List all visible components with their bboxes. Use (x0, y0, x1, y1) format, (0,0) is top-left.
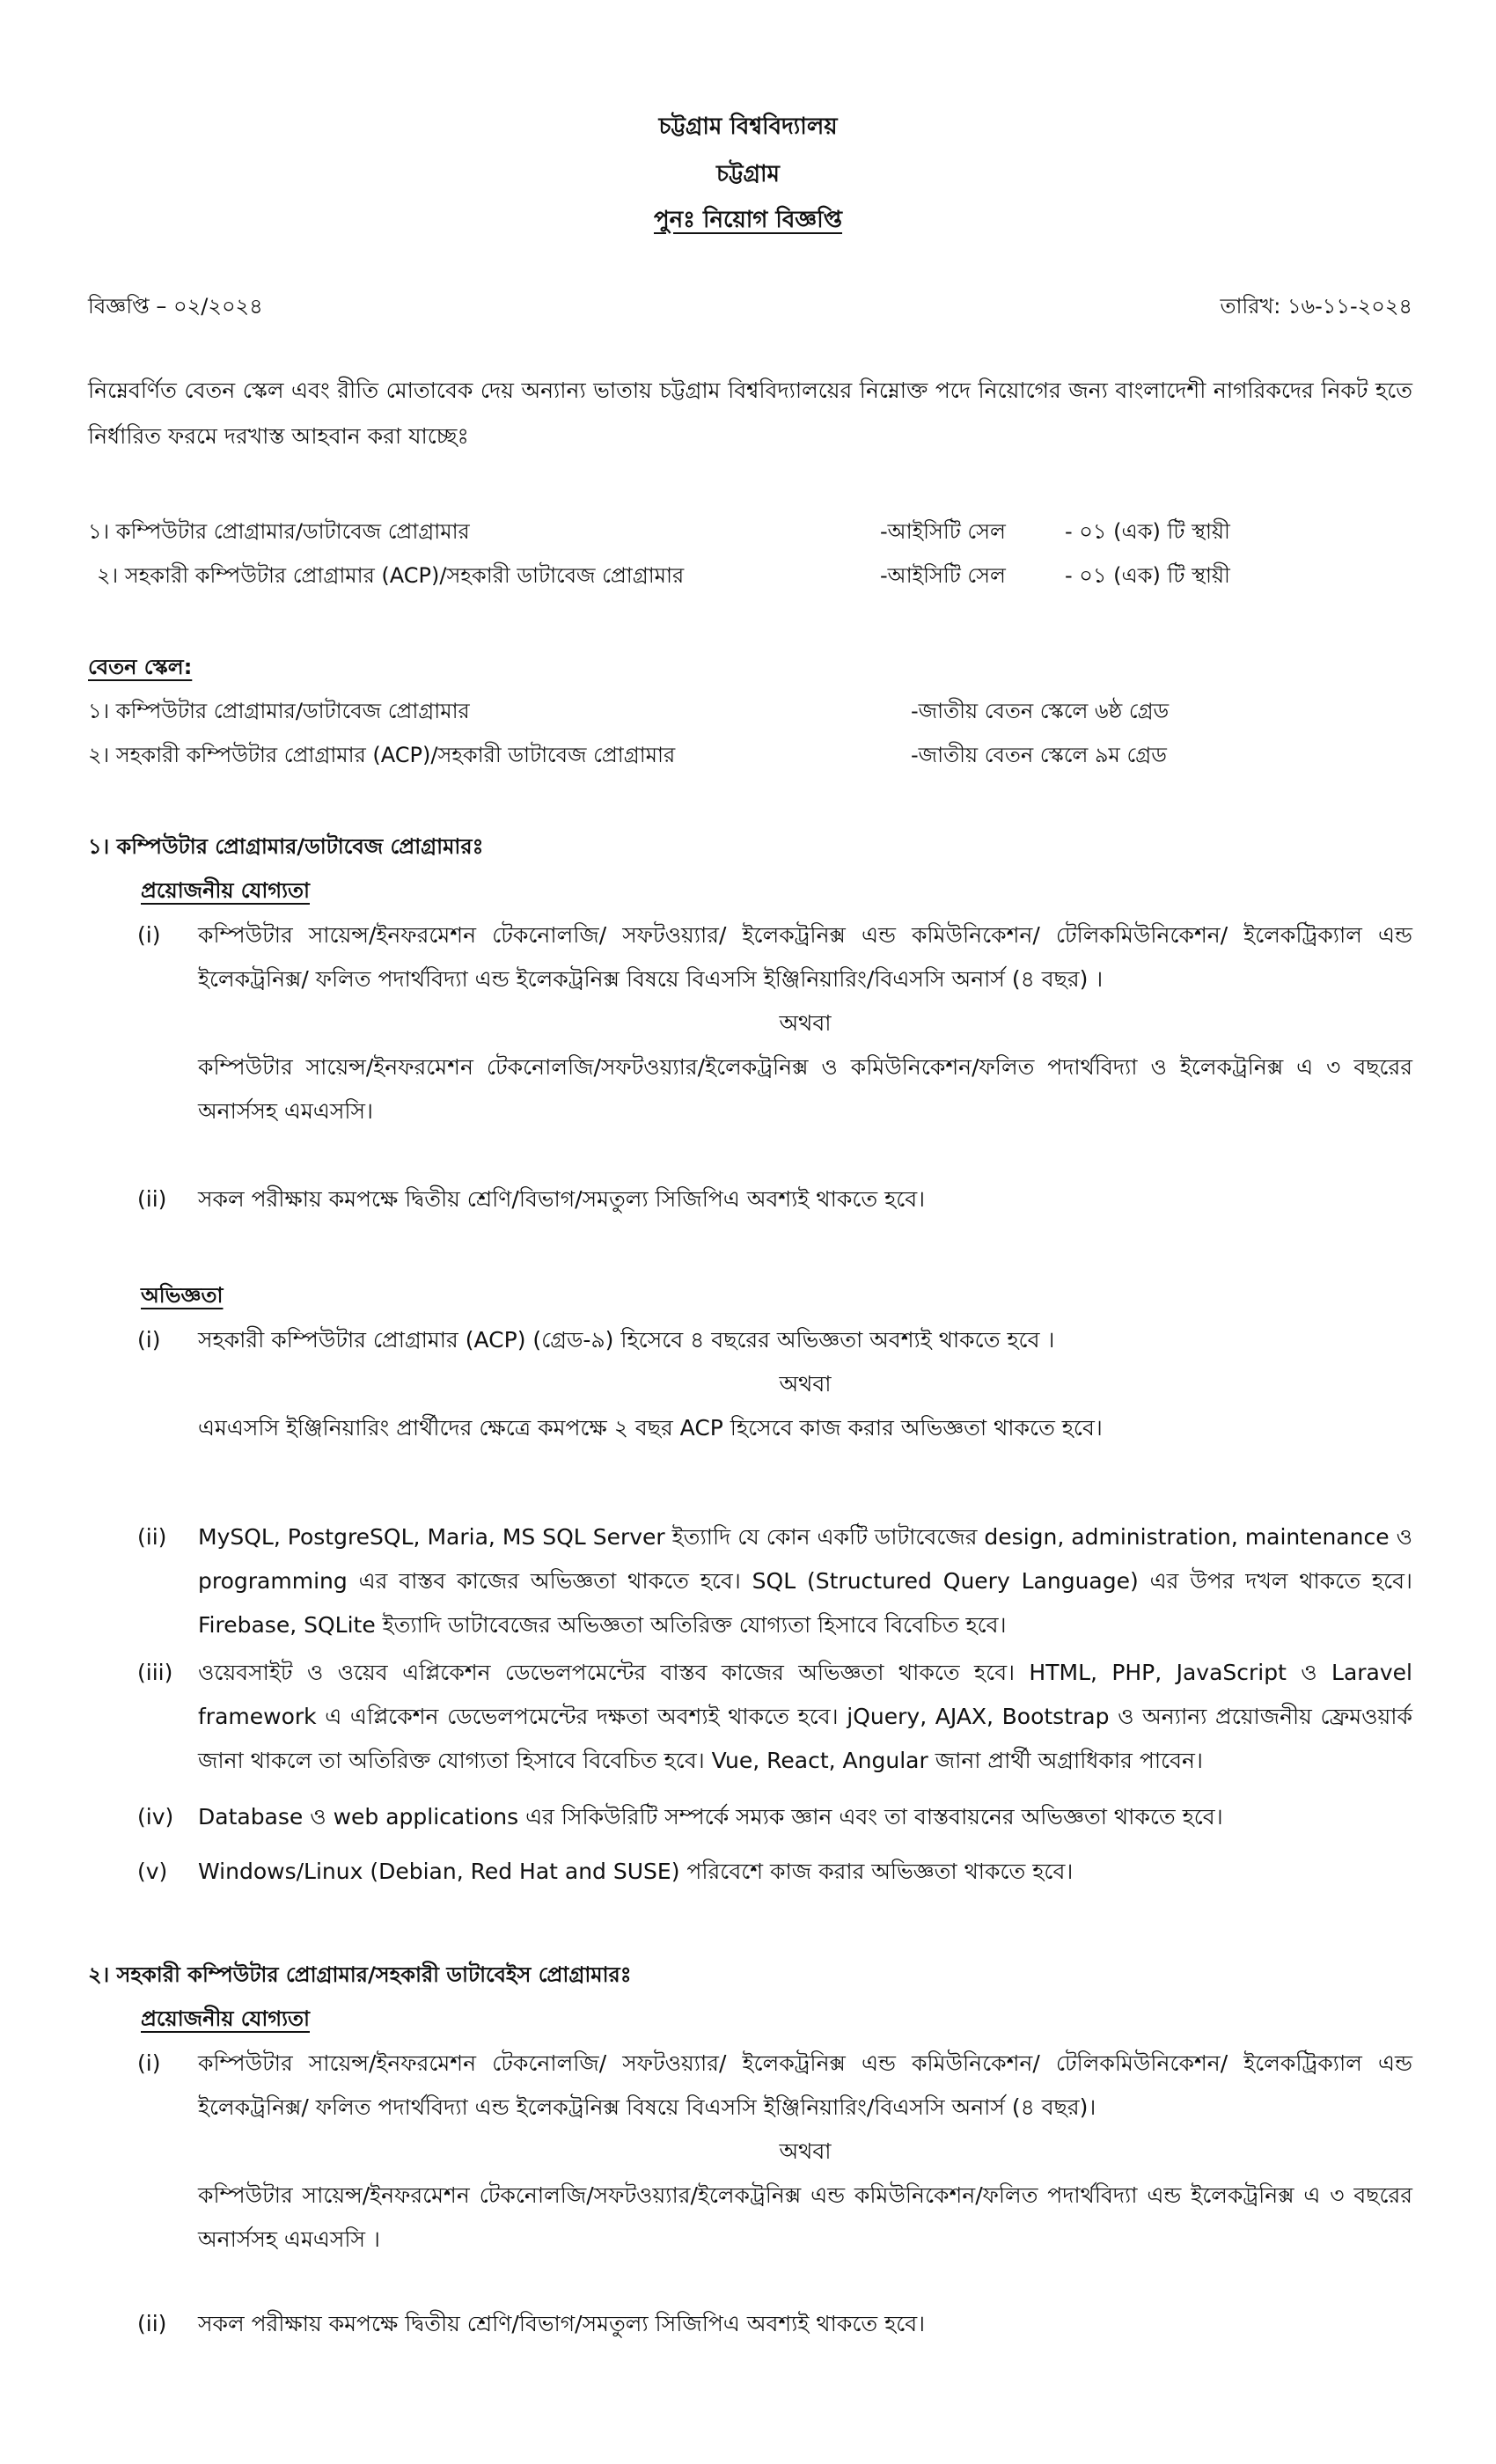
intro-paragraph: নিম্নেবর্ণিত বেতন স্কেল এবং রীতি মোতাবেক দেয় অন্যান্য ভাতায় চট্টগ্রাম বিশ্ববিদ্যালয়ের নিম্নোক্ত পদে নিয়োগের জন্য বাংলাদেশী নাগরিকদের নিকট হতে নির্ধারিত ফরমে দরখাস্ত আহবান করা যাচ্ছেঃ (88, 378, 1412, 449)
pay-scale-heading-text: বেতন স্কেল: (88, 655, 193, 679)
position-2-cell: -আইসিটি সেল (880, 563, 1006, 588)
section-2-qual-heading-text: প্রয়োজনীয় যোগ্যতা (141, 2006, 310, 2031)
section-1-exp-heading-text: অভিজ্ঞতা (141, 1283, 224, 1308)
pay-row-1-title: ১। কম্পিউটার প্রোগ্রামার/ডাটাবেজ প্রোগ্রামার (88, 699, 470, 723)
s1-qual-2-text: সকল পরীক্ষায় কমপক্ষে দ্বিতীয় শ্রেণি/বিভাগ/সমতুল্য সিজিপিএ অবশ্যই থাকতে হবে। (198, 1186, 926, 1212)
pay-row-2-title: ২। সহকারী কম্পিউটার প্রোগ্রামার (ACP)/সহকারী ডাটাবেজ প্রোগ্রামার (88, 743, 676, 767)
s2-qual-2-text: সকল পরীক্ষায় কমপক্ষে দ্বিতীয় শ্রেণি/বিভাগ/সমতুল্য সিজিপিএ অবশ্যই থাকতে হবে। (198, 2311, 926, 2336)
position-1-count: - ০১ (এক) টি স্থায়ী (1065, 519, 1230, 544)
position-1-title: ১। কম্পিউটার প্রোগ্রামার/ডাটাবেজ প্রোগ্রামার (88, 519, 470, 544)
pay-row-1-grade: -জাতীয় বেতন স্কেলে ৬ষ্ঠ গ্রেড (911, 699, 1170, 723)
s2-qual-1-or: অথবা (779, 2138, 832, 2164)
section-1-heading: ১। কম্পিউটার প্রোগ্রামার/ডাটাবেজ প্রোগ্রামারঃ (88, 834, 484, 859)
s2-qual-2-num: (ii) (137, 2311, 167, 2336)
s1-qual-1-num: (i) (137, 922, 161, 948)
section-1-qual-heading-text: প্রয়োজনীয় যোগ্যতা (141, 878, 310, 903)
pay-row-2-grade: -জাতীয় বেতন স্কেলে ৯ম গ্রেড (911, 743, 1167, 767)
s2-qual-1-num: (i) (137, 2050, 161, 2076)
s1-exp-1-text: সহকারী কম্পিউটার প্রোগ্রামার (ACP) (গ্রেড-৯) হিসেবে ৪ বছরের অভিজ্ঞতা অবশ্যই থাকতে হবে । (198, 1327, 1055, 1353)
s1-exp-4-num: (iv) (137, 1804, 174, 1830)
s1-exp-3-text: ওয়েবসাইট ও ওয়েব এপ্লিকেশন ডেভেলপমেন্টের বাস্তব কাজের অভিজ্ঞতা থাকতে হবে। HTML, PHP, JavaScript ও Laravel framework এ এপ্লিকেশন ডেভেলপমেন্টের দক্ষতা অবশ্যই থাকতে হবে। jQuery, AJAX, Bootstrap ও অন্যান্য প্রয়োজনীয় ফ্রেমওয়ার্ক জানা থাকলে তা অতিরিক্ত যোগ্যতা হিসাবে বিবেচিত হবে। Vue, React, Angular জানা প্রার্থী অগ্রাধিকার পাবেন। (198, 1660, 1412, 1773)
university-name: চট্টগ্রাম বিশ্ববিদ্যালয় (658, 114, 838, 140)
s2-qual-1-text2: কম্পিউটার সায়েন্স/ইনফরমেশন টেকনোলজি/সফটওয়্যার/ইলেকট্রনিক্স এন্ড কমিউনিকেশন/ফলিত পদার্থবিদ্যা এন্ড ইলেকট্রনিক্স এ ৩ বছরের অনার্সসহ এমএসসি । (198, 2182, 1412, 2252)
s1-qual-1-text: কম্পিউটার সায়েন্স/ইনফরমেশন টেকনোলজি/ সফটওয়্যার/ ইলেকট্রনিক্স এন্ড কমিউনিকেশন/ টেলিকমিউনিকেশন/ ইলেকট্রিক্যাল এন্ড ইলেকট্রনিক্স/ ফলিত পদার্থবিদ্যা এন্ড ইলেকট্রনিক্স বিষয়ে বিএসসি ইঞ্জিনিয়ারিং/বিএসসি অনার্স (৪ বছর) । (198, 922, 1412, 992)
s2-qual-1-text: কম্পিউটার সায়েন্স/ইনফরমেশন টেকনোলজি/ সফটওয়্যার/ ইলেকট্রনিক্স এন্ড কমিউনিকেশন/ টেলিকমিউনিকেশন/ ইলেকট্রিক্যাল এন্ড ইলেকট্রনিক্স/ ফলিত পদার্থবিদ্যা এন্ড ইলেকট্রনিক্স বিষয়ে বিএসসি ইঞ্জিনিয়ারিং/বিএসসি অনার্স (৪ বছর)। (198, 2050, 1412, 2120)
s1-exp-2-text: MySQL, PostgreSQL, Maria, MS SQL Server ইত্যাদি যে কোন একটি ডাটাবেজের design, administration, maintenance ও programming এর বাস্তব কাজের অভিজ্ঞতা থাকতে হবে। SQL (Structured Query Language) এর উপর দখল থাকতে হবে। Firebase, SQLite ইত্যাদি ডাটাবেজের অভিজ্ঞতা অতিরিক্ত যোগ্যতা হিসাবে বিবেচিত হবে। (198, 1524, 1412, 1638)
s1-qual-1-text2: কম্পিউটার সায়েন্স/ইনফরমেশন টেকনোলজি/সফটওয়্যার/ইলেকট্রনিক্স ও কমিউনিকেশন/ফলিত পদার্থবিদ্যা ও ইলেকট্রনিক্স এ ৩ বছরের অনার্সসহ এমএসসি। (198, 1054, 1412, 1124)
s1-exp-4-text: Database ও web applications এর সিকিউরিটি সম্পর্কে সম্যক জ্ঞান এবং তা বাস্তবায়নের অভিজ্ঞতা থাকতে হবে। (198, 1804, 1223, 1830)
s1-exp-3-num: (iii) (137, 1660, 173, 1685)
section-1-exp-heading (141, 1278, 223, 1313)
notice-title (0, 202, 1496, 238)
section-2-qual-heading (141, 2001, 310, 2036)
section-1-qual-heading (141, 873, 310, 908)
notice-title-text: পুনঃ নিয়োগ বিজ্ঞপ্তি (653, 207, 843, 233)
s1-qual-2-num: (ii) (137, 1186, 167, 1212)
city-name: চট্টগ্রাম (716, 161, 780, 187)
notice-date: তারিখ: ১৬-১১-২০২৪ (1220, 294, 1412, 319)
s1-exp-2-num: (ii) (137, 1524, 167, 1550)
section-2-heading: ২। সহকারী কম্পিউটার প্রোগ্রামার/সহকারী ডাটাবেইস প্রোগ্রামারঃ (88, 1962, 632, 1987)
position-2-title: ২। সহকারী কম্পিউটার প্রোগ্রামার (ACP)/সহকারী ডাটাবেজ প্রোগ্রামার (97, 563, 685, 588)
s1-exp-1-num: (i) (137, 1327, 161, 1353)
s1-exp-5-num: (v) (137, 1859, 168, 1884)
pay-scale-heading (88, 649, 192, 685)
s1-qual-1-or: অথবা (779, 1010, 832, 1036)
position-1-cell: -আইসিটি সেল (880, 519, 1006, 544)
s1-exp-5-text: Windows/Linux (Debian, Red Hat and SUSE) পরিবেশে কাজ করার অভিজ্ঞতা থাকতে হবে। (198, 1859, 1074, 1884)
s1-exp-1-text2: এমএসসি ইঞ্জিনিয়ারিং প্রার্থীদের ক্ষেত্রে কমপক্ষে ২ বছর ACP হিসেবে কাজ করার অভিজ্ঞতা থাকতে হবে। (198, 1415, 1103, 1441)
s1-exp-1-or: অথবা (779, 1371, 832, 1397)
position-2-count: - ০১ (এক) টি স্থায়ী (1065, 563, 1230, 588)
notice-number: বিজ্ঞপ্তি – ০২/২০২৪ (88, 294, 263, 319)
